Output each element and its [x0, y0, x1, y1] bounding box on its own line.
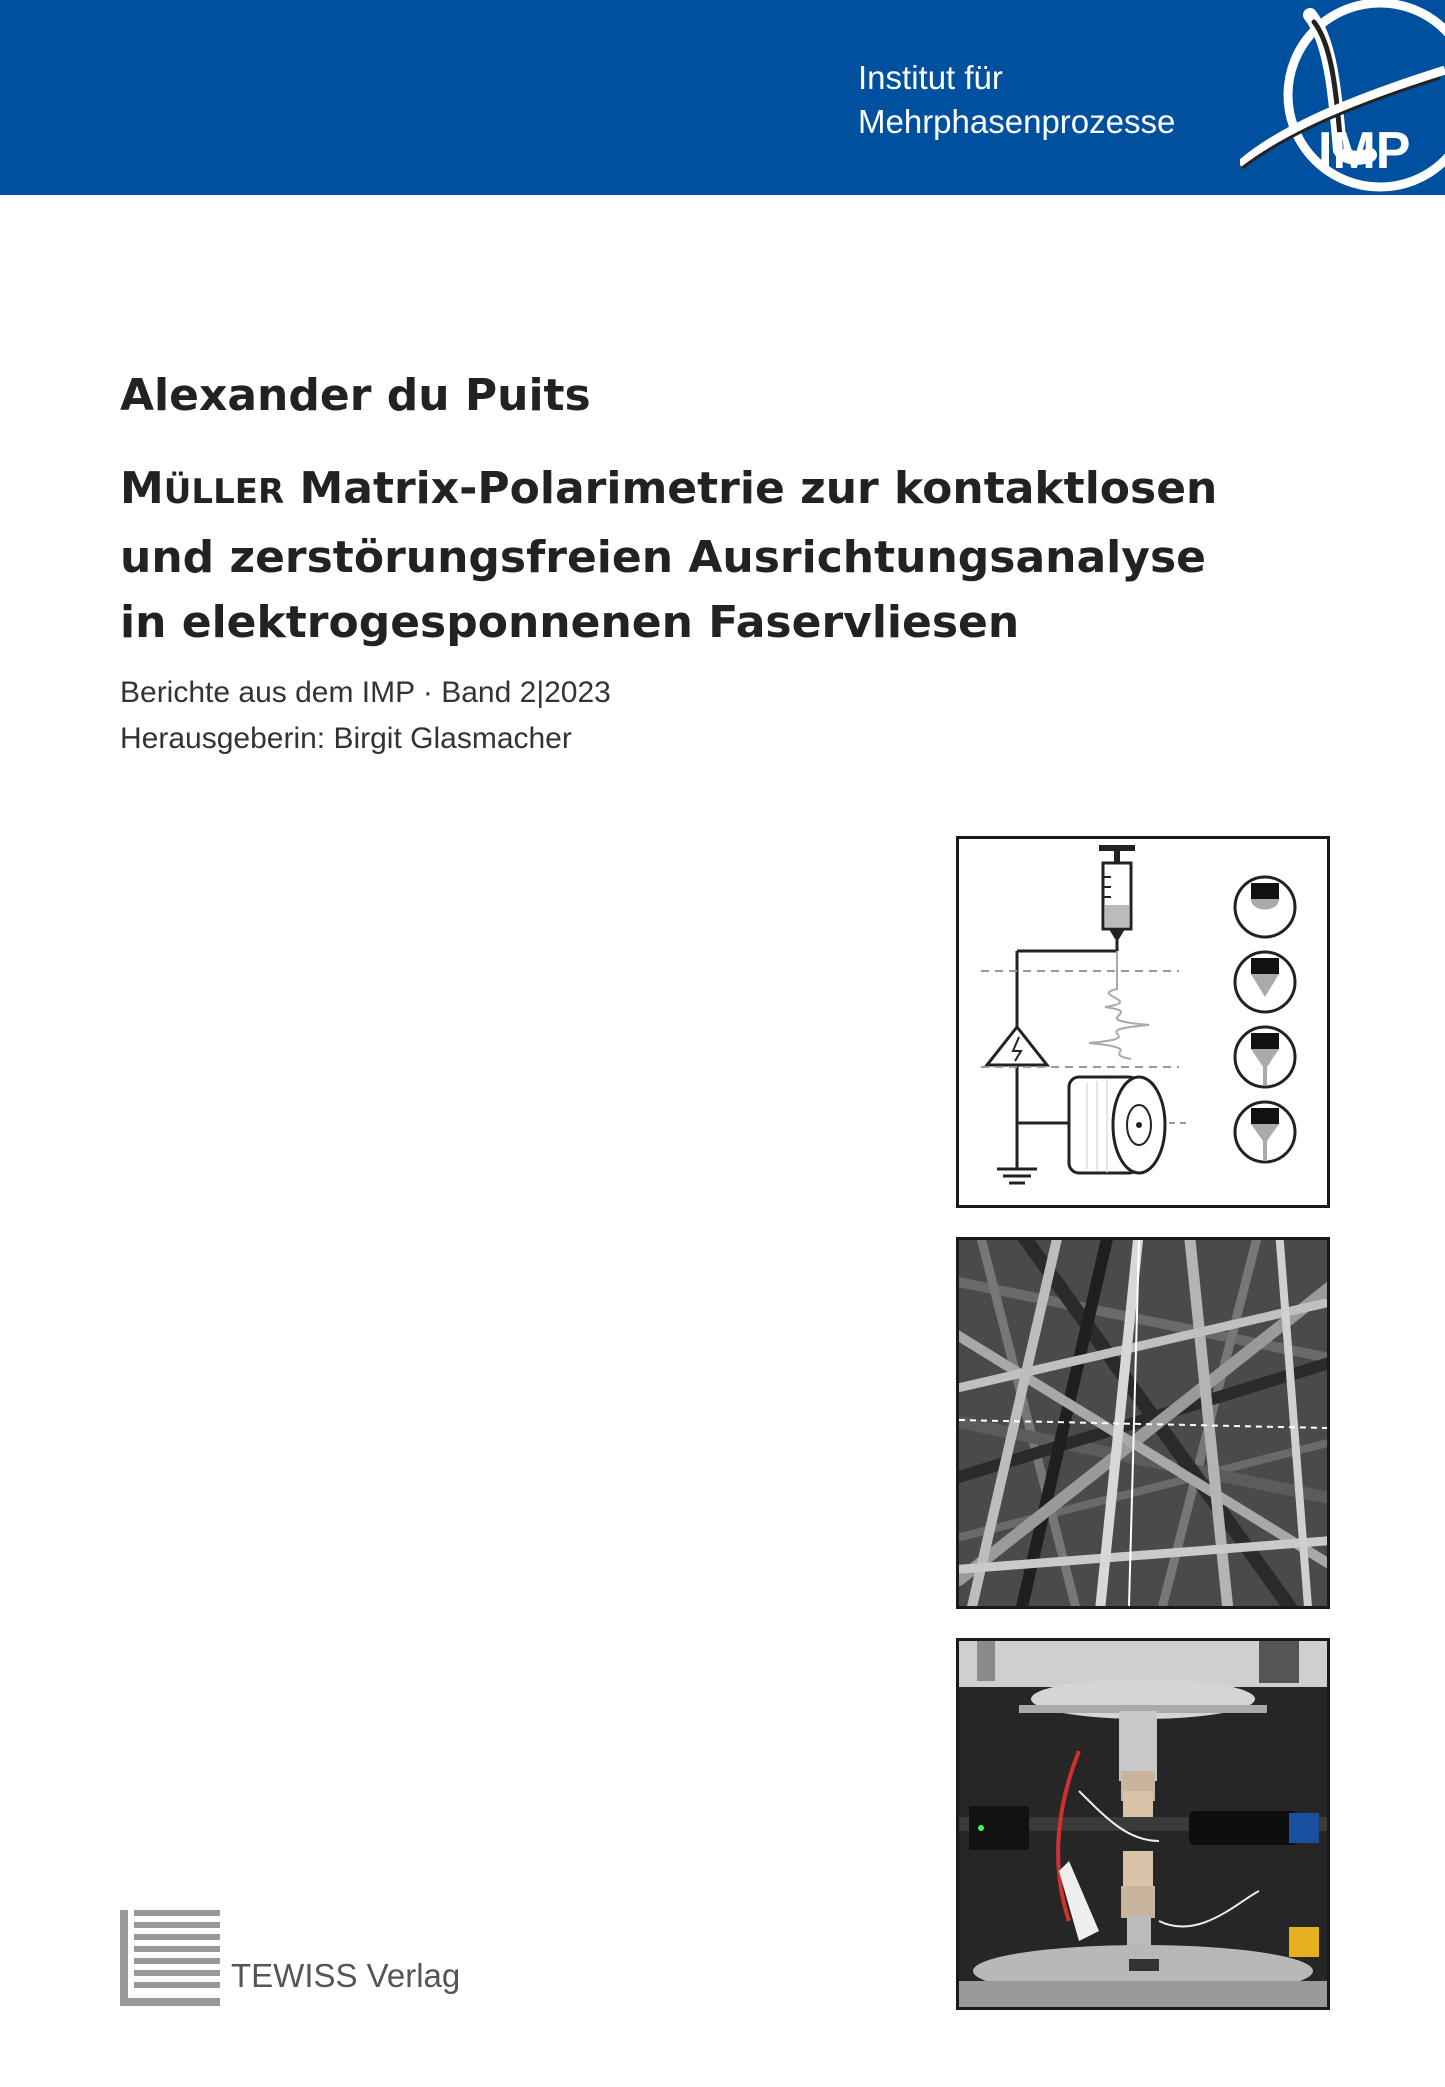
- tewiss-logo-icon: [120, 1910, 220, 2006]
- title-line-2: und zerstörungsfreien Ausrichtungsanalyse: [120, 532, 1206, 583]
- title-line-3: in elektrogesponnenen Faservliesen: [120, 597, 1020, 648]
- title-name-small-caps: ÜLLER: [163, 472, 285, 512]
- fiber-network-image: [959, 1240, 1327, 1606]
- institute-name: [858, 56, 1175, 144]
- series-info: [120, 670, 611, 762]
- syringe-plunger-icon: [1099, 845, 1135, 851]
- taylor-cone-stages-icon: [1235, 877, 1295, 1162]
- title-name-cap: M: [120, 463, 164, 514]
- imp-logo-icon: [1240, 0, 1445, 195]
- series-line: Berichte aus dem IMP · Band 2|2023: [120, 676, 611, 709]
- institute-line-1: Institut für: [858, 59, 1003, 96]
- fiber-jet-icon: [1089, 951, 1149, 1059]
- imp-logo-text: IMP: [1318, 122, 1411, 180]
- title-line-1-rest: Matrix-Polarimetrie zur kontaktlosen: [284, 463, 1218, 514]
- author-name: Alexander du Puits: [120, 370, 591, 421]
- institute-line-2: Mehrphasenprozesse: [858, 103, 1176, 140]
- polarimetry-setup-photo: [956, 1638, 1330, 2010]
- header-band: [0, 0, 1445, 195]
- publisher-name: TEWISS Verlag: [231, 1957, 461, 1994]
- fiber-micrograph: [956, 1237, 1330, 1609]
- setup-photo-image: [959, 1641, 1327, 2007]
- title-line-1: [120, 456, 1217, 525]
- electrospinning-schematic: [956, 836, 1330, 1208]
- editor-line: Herausgeberin: Birgit Glasmacher: [120, 722, 572, 755]
- book-title: [120, 456, 1217, 655]
